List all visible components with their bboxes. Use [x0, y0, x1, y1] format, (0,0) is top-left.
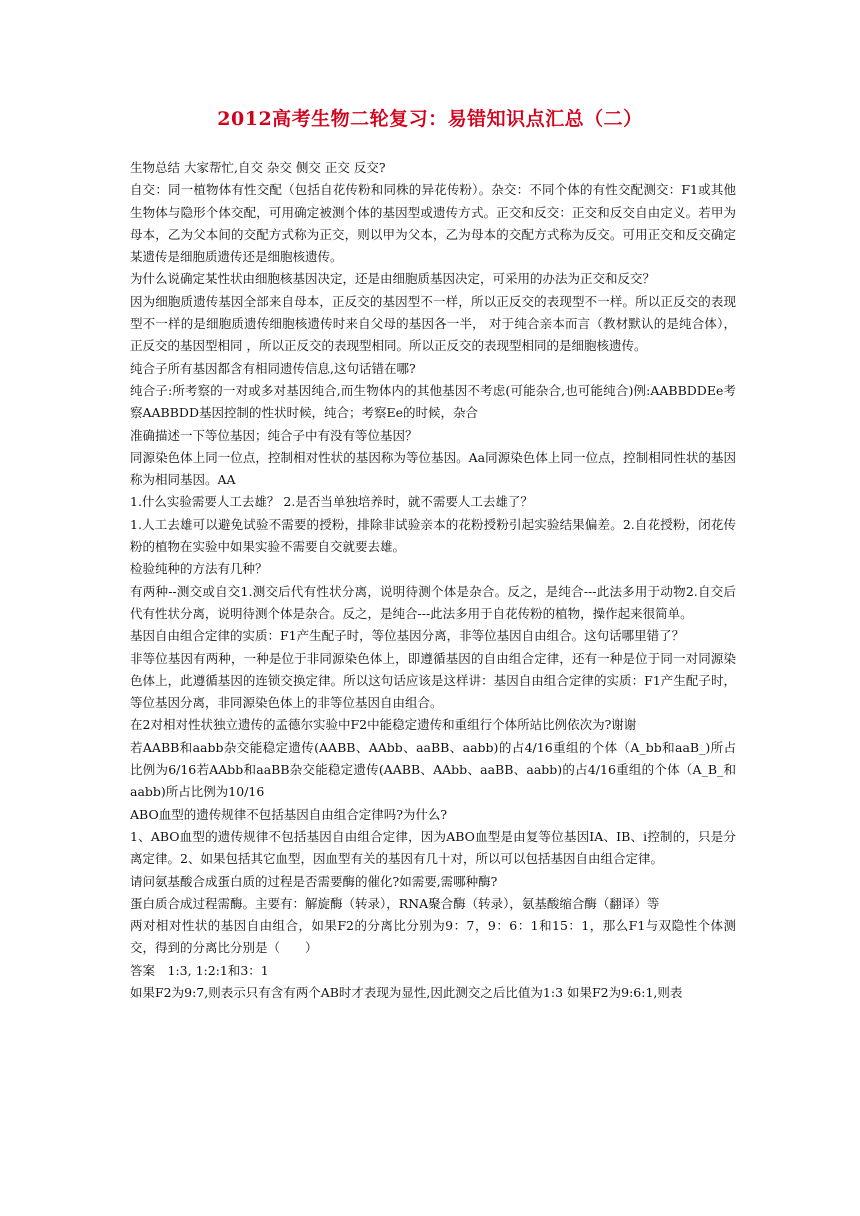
paragraph: 生物总结 大家帮忙,自交 杂交 侧交 正交 反交?: [130, 160, 386, 175]
paragraph: 为什么说确定某性状由细胞核基因决定，还是由细胞质基因决定，可采用的办法为正交和反交？: [130, 271, 656, 287]
paragraph: 在2对相对性状独立遗传的孟德尔实验中F2中能稳定遗传和重组行个体所站比例依次为?谢谢: [130, 717, 637, 733]
paragraph: 1.人工去雄可以避免试验不需要的授粉，排除非试验亲本的花粉授粉引起实验结果偏差。2.自花授粉，闭花传粉的植物在实验中如果实验不需要自交就要去雄。: [130, 516, 736, 555]
paragraph: 纯合子所有基因都含有相同遗传信息,这句话错在哪?: [130, 360, 416, 376]
paragraph: 请问氨基酸合成蛋白质的过程是否需要酶的催化?如需要,需哪种酶?: [130, 873, 498, 889]
paragraph: 非等位基因有两种，一种是位于非同源染色体上，即遵循基因的自由组合定律，还有一种是位于同一对同源染色体上，此遵循基因的连锁交换定律。所以这句话应该是这样讲：基因自由组合定律的实质：F1产生配子时，等位基因分离，非同源染色体上的非等位基因自由组合。: [130, 650, 736, 711]
paragraph: 检验纯种的方法有几种？: [130, 561, 268, 577]
paragraph: 自交：同一植物体有性交配（包括自花传粉和同株的异花传粉）。杂交：不同个体的有性交配测交：F1或其他生物体与隐形个体交配，可用确定被测个体的基因型或遗传方式。正交和反交：正交和反交自由定义。若甲为母本，乙为父本间的交配方式称为正交，则以甲为父本，乙为母本的交配方式称为反交。可用正交和反交确定某遗传是细胞质遗传还是细胞核遗传。: [130, 182, 736, 265]
document-title: 2012高考生物二轮复习：易错知识点汇总（二）: [217, 108, 643, 130]
paragraph: ABO血型的遗传规律不包括基因自由组合定律吗?为什么?: [130, 806, 448, 822]
paragraph: 因为细胞质遗传基因全部来自母本，正反交的基因型不一样，所以正反交的表现型不一样。所以正反交的表现型不一样的是细胞质遗传细胞核遗传时来自父母的基因各一半， 对于纯合亲本而言（教材默认的是纯合体），正反交的基因型相同 ，所以正反交的表现型相同。所以正反交的表现型相同的是细胞核遗传。: [130, 293, 736, 354]
paragraph: 有两种--测交或自交1.测交后代有性状分离，说明待测个体是杂合。反之，是纯合---此法多用于动物2.自交后代有性状分离，说明待测个体是杂合。反之，是纯合---此法多用于自花传粉的植物，操作起来很简单。: [130, 583, 736, 621]
paragraph: 准确描述一下等位基因；纯合子中有没有等位基因？: [130, 427, 418, 443]
paragraph: 同源染色体上同一位点，控制相对性状的基因称为等位基因。Aa同源染色体上同一位点，控制相同性状的基因称为相同基因。AA: [130, 449, 736, 488]
paragraph: 若AABB和aabb杂交能稳定遗传(AABB、AAbb、aaBB、aabb)的占4/16重组的个体（A_bb和aaB_)所占比例为6/16若AAbb和aaBB杂交能稳定遗传(AABB、AAbb、aaBB、aabb)的占4/16重组的个体（A_B_和aabb)所占比例为10/16: [130, 739, 736, 800]
paragraph: 纯合子:所考察的一对或多对基因纯合,而生物体内的其他基因不考虑(可能杂合,也可能纯合)例:AABBDDEe考察AABBDD基因控制的性状时候，纯合；考察Ee的时候，杂合: [130, 382, 736, 421]
document-body: [130, 157, 736, 1004]
paragraph: 1.什么实验需要人工去雄？ 2.是否当单独培养时，就不需要人工去雄了？: [130, 494, 533, 510]
paragraph: 答案 1:3, 1:2:1和3：1: [130, 962, 269, 978]
paragraph: 如果F2为9:7,则表示只有含有两个AB时才表现为显性,因此测交之后比值为1:3 如果F2为9:6:1,则表: [130, 984, 683, 1000]
paragraph: 1、ABO血型的遗传规律不包括基因自由组合定律，因为ABO血型是由复等位基因IA、IB、i控制的，只是分离定律。2、如果包括其它血型，因血型有关的基因有几十对，所以可以包括基因自由组合定律。: [130, 828, 736, 867]
paragraph: 基因自由组合定律的实质：F1产生配子时，等位基因分离，非等位基因自由组合。这句话哪里错了？: [130, 628, 685, 644]
paragraph: 两对相对性状的基因自由组合，如果F2的分离比分别为9：7，9：6：1和15：1，那么F1与双隐性个体测交，得到的分离比分别是（ ）: [130, 918, 736, 956]
paragraph: 蛋白质合成过程需酶。主要有：解旋酶（转录），RNA聚合酶（转录），氨基酸缩合酶（翻译）等: [130, 895, 660, 911]
